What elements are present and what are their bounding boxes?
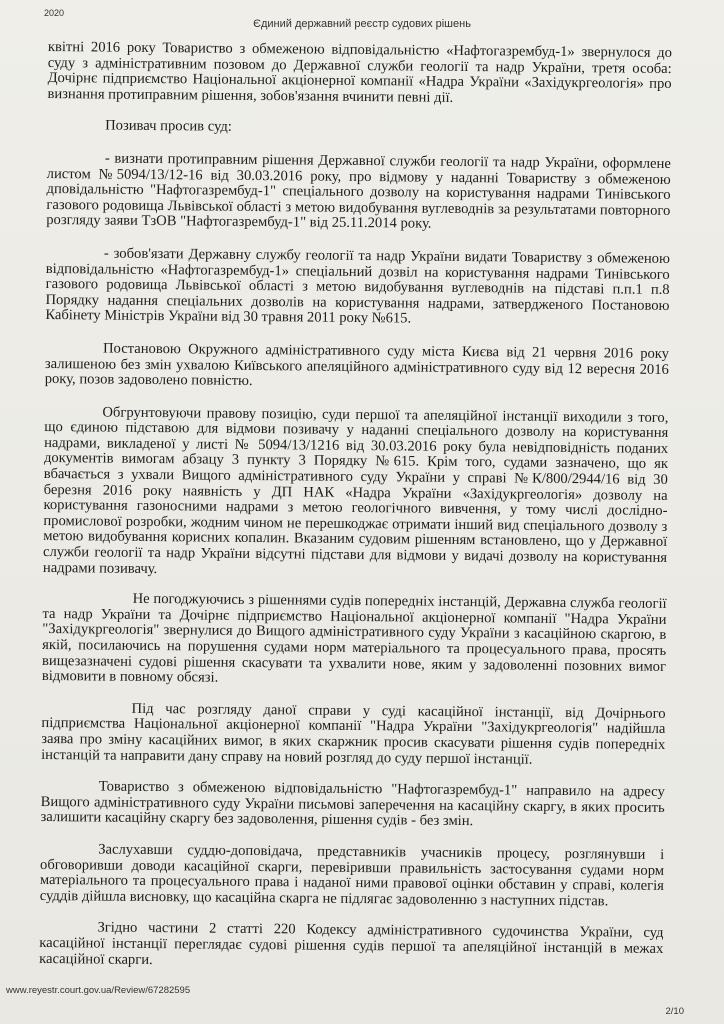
paragraph-first-instance-ruling: Постановою Окружного адміністративного суду міста Києва від 21 червня 2016 року залишеною без змін ухвалою Київського апеляційного адміністративного суду від 12 вересня 2016 року, позов задоволено повністю.	[44, 340, 670, 390]
document-body	[39, 40, 672, 973]
paragraph-article-220: Згідно частини 2 статті 220 Кодексу адміністративного судочинства України, суд касаційної інстанції переглядає судові рішення судів першої та апеляційної інстанцій в межах касаційної скарги.	[39, 919, 664, 968]
paragraph-lawsuit-filed: квітні 2016 року Товариство з обмеженою відповідальністю «Нафтогазрембуд-1» звернулося до суду з адміністративним позовом до Державної служби геології та надр України, третя особа: Дочірнє підприємство Національної акціонерної компанії «Надра України «Західукргеологія» про визнання протиправним рішення, зобов'язання вчинити певні дії.	[47, 39, 672, 106]
paragraph-request-1: - визнати протиправним рішення Державної служби геології та надр України, оформлене листом №5094/13/12-16 від 30.03.2016 року, про відмову у наданні Товариству з обмеженою дповідальністю "Нафтогазрембуд-1" спеціального дозволу на користування надрами Тинівського газового родовища Львівської області з метою видобування вуглеводнів за результатами повторного розгляду заяви ТзОВ "Нафтогазрембуд-1" від 25.11.2014 року.	[46, 150, 671, 233]
paragraph-change-of-demands: Під час розгляду даної справи у суді касаційної інстанції, від Дочірнього підприємства Національної акціонерної компанії "Надра України "Західукргеологія" надійшла заява про зміну касаційних вимог, в яких скаржник просив скасувати рішення судів попередніх інстанцій та направити дану справу на новий розгляд до суду першої інстанції.	[41, 700, 666, 768]
paragraph-cassation-appeal: Не погоджуючись з рішеннями судів попередніх інстанцій, Державна служба геології та надр України та Дочірнє підприємство Національної акціонерної компанії "Надра України "Західукргеологія" звернулися до Вищого адміністративного суду України з касаційною скаргою, в якій, посилаючись на порушення судами норм матеріального та процесуального права, просять вищезазначені судові рішення скасувати та ухвалити нове, яким у задоволенні позовних вимог відмовити в повному обсязі.	[41, 591, 667, 686]
paragraph-objections: Товариство з обмеженою відповідальністю "Нафтогазрембуд-1" направило на адресу Вищого адміністративного суду України письмові заперечення на касаційну скаргу, в яких просить залишити касаційну скаргу без задоволення, рішення судів - без змін.	[40, 778, 665, 830]
paragraph-request-2: - зобов'язати Державну службу геології та надр України видати Товариству з обмеженою відповідальністю «Нафтогазрембуд-1» спеціальний дозвіл на користування надрами Тинівського газового родовища Львівської області з метою видобування вуглеводнів на підставі п.п.1 п.8 Порядку надання спеціальних дозволів на користування надрами, затвердженого Постановою Кабінету Міністрів України від 30 травня 2011 року №615.	[45, 245, 671, 327]
paragraph-plaintiff-requests: Позивач просив суд:	[105, 117, 232, 136]
page-number: 2/10	[665, 1006, 684, 1017]
header-date: 2020	[44, 8, 65, 18]
registry-title: Єдиний державний реєстр судових рішень	[253, 18, 471, 30]
paragraph-court-conclusion: Заслухавши суддю-доповідача, представників учасників процесу, розглянувши і обговоривши доводи касаційної скарги, перевіривши правильність застосування судами норм матеріального та процесуального права і наданої ними правової оцінки обставин у справі, колегія суддів дійшла висновку, що касаційна скарга не підлягає задоволенню з наступних підстав.	[39, 841, 665, 910]
paragraph-legal-reasoning: Обгрунтовуючи правову позицію, суди першої та апеляційної інстанції виходили з того, що єдиною підставою для відмови позивачу у наданні спеціального дозволу на користування надрами, викладеної у листі № 5094/13/1216 від 30.03.2016 року була невідповідність поданих документів вимогам абзацу 3 пункту 3 Порядку №615. Крім того, судами зазначено, що як вбачається з ухвали Вищого адміністративного суду України у справі №К/800/2944/16 від 30 березня 2016 року наявність у ДП НАК «Надра України «Західукргеологія» дозволу на користування газоносними надрами з метою геологічного вивчення, у тому числі дослідно-промислової розробки, жодним чином не перешкоджає отримати інший вид спеціального дозволу з метою видобування корисних копалин. Вказаним судовим рішенням встановлено, що у Державної служби геології та надр України відсутні підстави для відмови у видачі дозволу на користування надрами позивачу.	[42, 404, 669, 577]
footer-url: www.reyestr.court.gov.ua/Review/67282595	[6, 985, 191, 996]
